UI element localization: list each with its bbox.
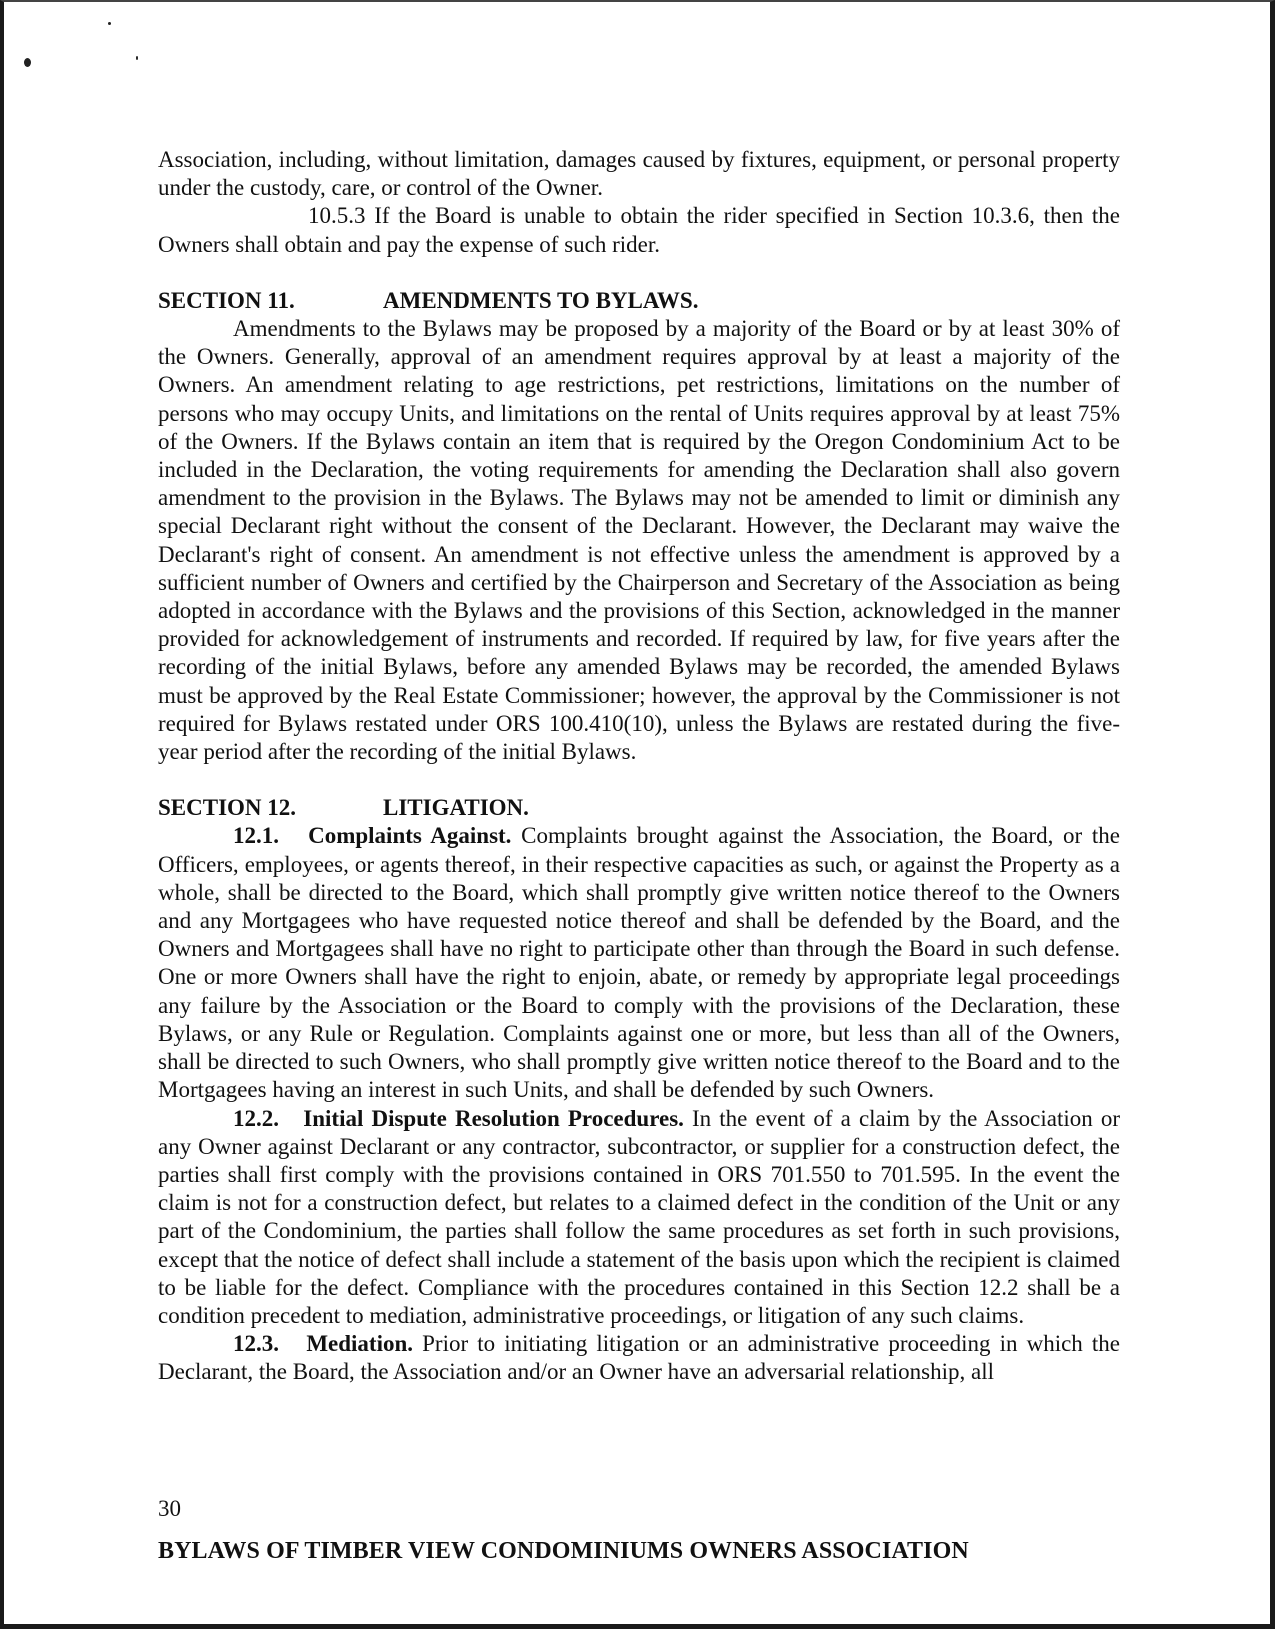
section-11-body: Amendments to the Bylaws may be proposed by a majority of the Board or by at least 30% of the Owners. Generally, approval of an amendment requires approval by at least a majority of the Owners. An amendment relating to age restrictions, pet restrictions, limitations on the number of persons who may occupy Units, and limitations on the rental of Units requires approval by at least 75% of the Owners. If the Bylaws contain an item that is required by the Oregon Condominium Act to be included in the Declaration, the voting requirements for amending the Declaration shall also govern amendment to the provision in the Bylaws. The Bylaws may not be amended to limit or diminish any special Declarant right without the consent of the Declarant. However, the Declarant may waive the Declarant's right of consent. An amendment is not effective unless the amendment is approved by a sufficient number of Owners and certified by the Chairperson and Secretary of the Association as being adopted in accordance with the Bylaws and the provisions of this Section, acknowledged in the manner provided for acknowledgement of instruments and recorded. If required by law, for five years after the recording of the initial Bylaws, before any amended Bylaws may be recorded, the amended Bylaws must be approved by the Real Estate Commissioner; however, the approval by the Commissioner is not required for Bylaws restated under ORS 100.410(10), unless the Bylaws are restated during the five-year period after the recording of the initial Bylaws. <box>158 316 1120 765</box>
section-12-heading <box>158 794 1120 822</box>
subsection-12-2-heading: Initial Dispute Resolution Procedures. <box>303 1105 684 1131</box>
scan-speck <box>136 56 138 60</box>
subsection-12-1-number: 12.1. <box>233 823 279 849</box>
page-number: 30 <box>158 1496 181 1521</box>
subsection-12-1-body: Complaints brought against the Association, the Board, or the Officers, employees, or agents thereof, in their respective capacities as such, or against the Property as a whole, shall be directed to the Board, which shall promptly give written notice thereof to the Owners and any Mortgagees who have requested notice thereof and shall be defended by the Board, and the Owners and Mortgagees shall have no right to participate other than through the Board in such defense. One or more Owners shall have the right to enjoin, abate, or remedy by appropriate legal proceedings any failure by the Association or the Board to comply with the provisions of the Declaration, these Bylaws, or any Rule or Regulation. Complaints against one or more, but less than all of the Owners, shall be directed to such Owners, who shall promptly give written notice thereof to the Board and to the Mortgagees having an interest in such Units, and shall be defended by such Owners. <box>158 823 1120 1103</box>
section-12-title: LITIGATION. <box>383 795 529 821</box>
section-11-title: AMENDMENTS TO BYLAWS. <box>383 287 699 313</box>
paragraph-10-5-3: 10.5.3 If the Board is unable to obtain the rider specified in Section 10.3.6, then the Owners shall obtain and pay the expense of such rider. <box>158 203 1120 257</box>
subsection-12-2-body: In the event of a claim by the Association or any Owner against Declarant or any contractor, subcontractor, or supplier for a construction defect, the parties shall first comply with the provisions contained in ORS 701.550 to 701.595. In the event the claim is not for a construction defect, but relates to a claimed defect in the condition of the Unit or any part of the Condominium, the parties shall follow the same procedures as set forth in such provisions, except that the notice of defect shall include a statement of the basis upon which the recipient is claimed to be liable for the defect. Compliance with the procedures contained in this Section 12.2 shall be a condition precedent to mediation, administrative proceedings, or litigation of any such claims. <box>158 1105 1121 1328</box>
subsection-12-2 <box>158 1105 1120 1331</box>
scan-speck <box>108 22 111 25</box>
section-12-number: SECTION 12. <box>158 795 297 821</box>
section-11-heading <box>158 287 1120 315</box>
subsection-12-2-number: 12.2. <box>233 1105 279 1131</box>
paragraph-continued: Association, including, without limitation, damages caused by fixtures, equipment, or personal property under the custody, care, or control of the Owner. <box>158 147 1120 201</box>
scan-speck <box>24 58 31 67</box>
subsection-12-1-heading: Complaints Against. <box>308 823 512 849</box>
subsection-12-3 <box>158 1330 1120 1386</box>
subsection-12-3-number: 12.3. <box>233 1331 279 1357</box>
section-11-number: SECTION 11. <box>158 287 295 313</box>
subsection-12-1 <box>158 822 1120 1104</box>
subsection-12-3-body: Prior to initiating litigation or an administrative proceeding in which the Declarant, the Board, the Association and/or an Owner have an adversarial relationship, all <box>158 1331 1121 1385</box>
document-title: BYLAWS OF TIMBER VIEW CONDOMINIUMS OWNERS ASSOCIATION <box>158 1538 969 1564</box>
subsection-12-3-heading: Mediation. <box>306 1331 414 1357</box>
document-body <box>158 146 1120 1387</box>
